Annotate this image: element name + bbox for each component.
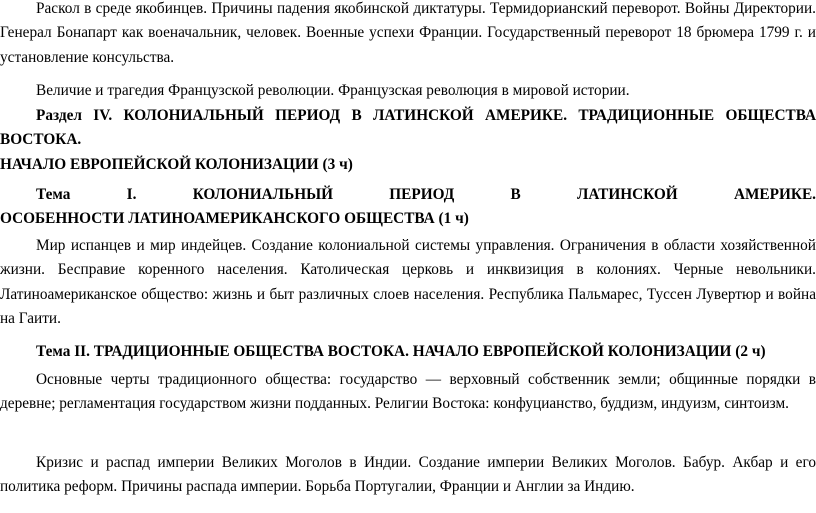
topic-2-heading: Тема II. ТРАДИЦИОННЫЕ ОБЩЕСТВА ВОСТОКА. НАЧАЛО ЕВРОПЕЙСКОЙ КОЛОНИЗАЦИИ (2 ч) — [36, 343, 766, 360]
topic-1-heading-end: ОСОБЕННОСТИ ЛАТИНОАМЕРИКАНСКОГО ОБЩЕСТВА (1 ч) — [0, 210, 469, 227]
paragraph-jacobins: Раскол в среде якобинцев. Причины падения якобинской диктатуры. Термидорианский переворот. Войны Директории. Генерал Бонапарт как военачальник, человек. Военные успехи Франции. Государственный переворот 18 брюмера 1799 г. и установление консульства. — [0, 0, 816, 66]
paragraph-revolution-tragedy: Величие и трагедия Французской революции. Французская революция в мировой истории. — [36, 82, 630, 99]
paragraph-traditional-society: Основные черты традиционного общества: государство — верховный собственник земли; общинные порядки в деревне; регламентация государством жизни подданных. Религии Востока: конфуцианство, буддизм, индуизм, синтоизм. — [0, 371, 816, 413]
topic-1-heading: Тема I. КОЛОНИАЛЬНЫЙ ПЕРИОД В ЛАТИНСКОЙ АМЕРИКЕ. — [36, 186, 816, 203]
paragraph-colonial-system: Мир испанцев и мир индейцев. Создание колониальной системы управления. Ограничения в области хозяйственной жизни. Бесправие коренного населения. Католическая церковь и инквизиция в колониях. Черные невольники. Латиноамериканское общество: жизнь и быт различных слоев населения. Республика Пальмарес, Туссен Лувертюр и война на Гаити. — [0, 237, 816, 328]
paragraph-mughal-empire: Кризис и распад империи Великих Моголов в Индии. Создание империи Великих Моголов. Бабур. Акбар и его политика реформ. Причины распада империи. Борьба Португалии, Франции и Англии за Индию. — [0, 454, 816, 496]
section-heading-end: НАЧАЛО ЕВРОПЕЙСКОЙ КОЛОНИЗАЦИИ (3 ч) — [0, 156, 353, 173]
section-heading: Раздел IV. КОЛОНИАЛЬНЫЙ ПЕРИОД В ЛАТИНСКОЙ АМЕРИКЕ. ТРАДИЦИОННЫЕ ОБЩЕСТВА ВОСТОКА. — [0, 107, 816, 149]
